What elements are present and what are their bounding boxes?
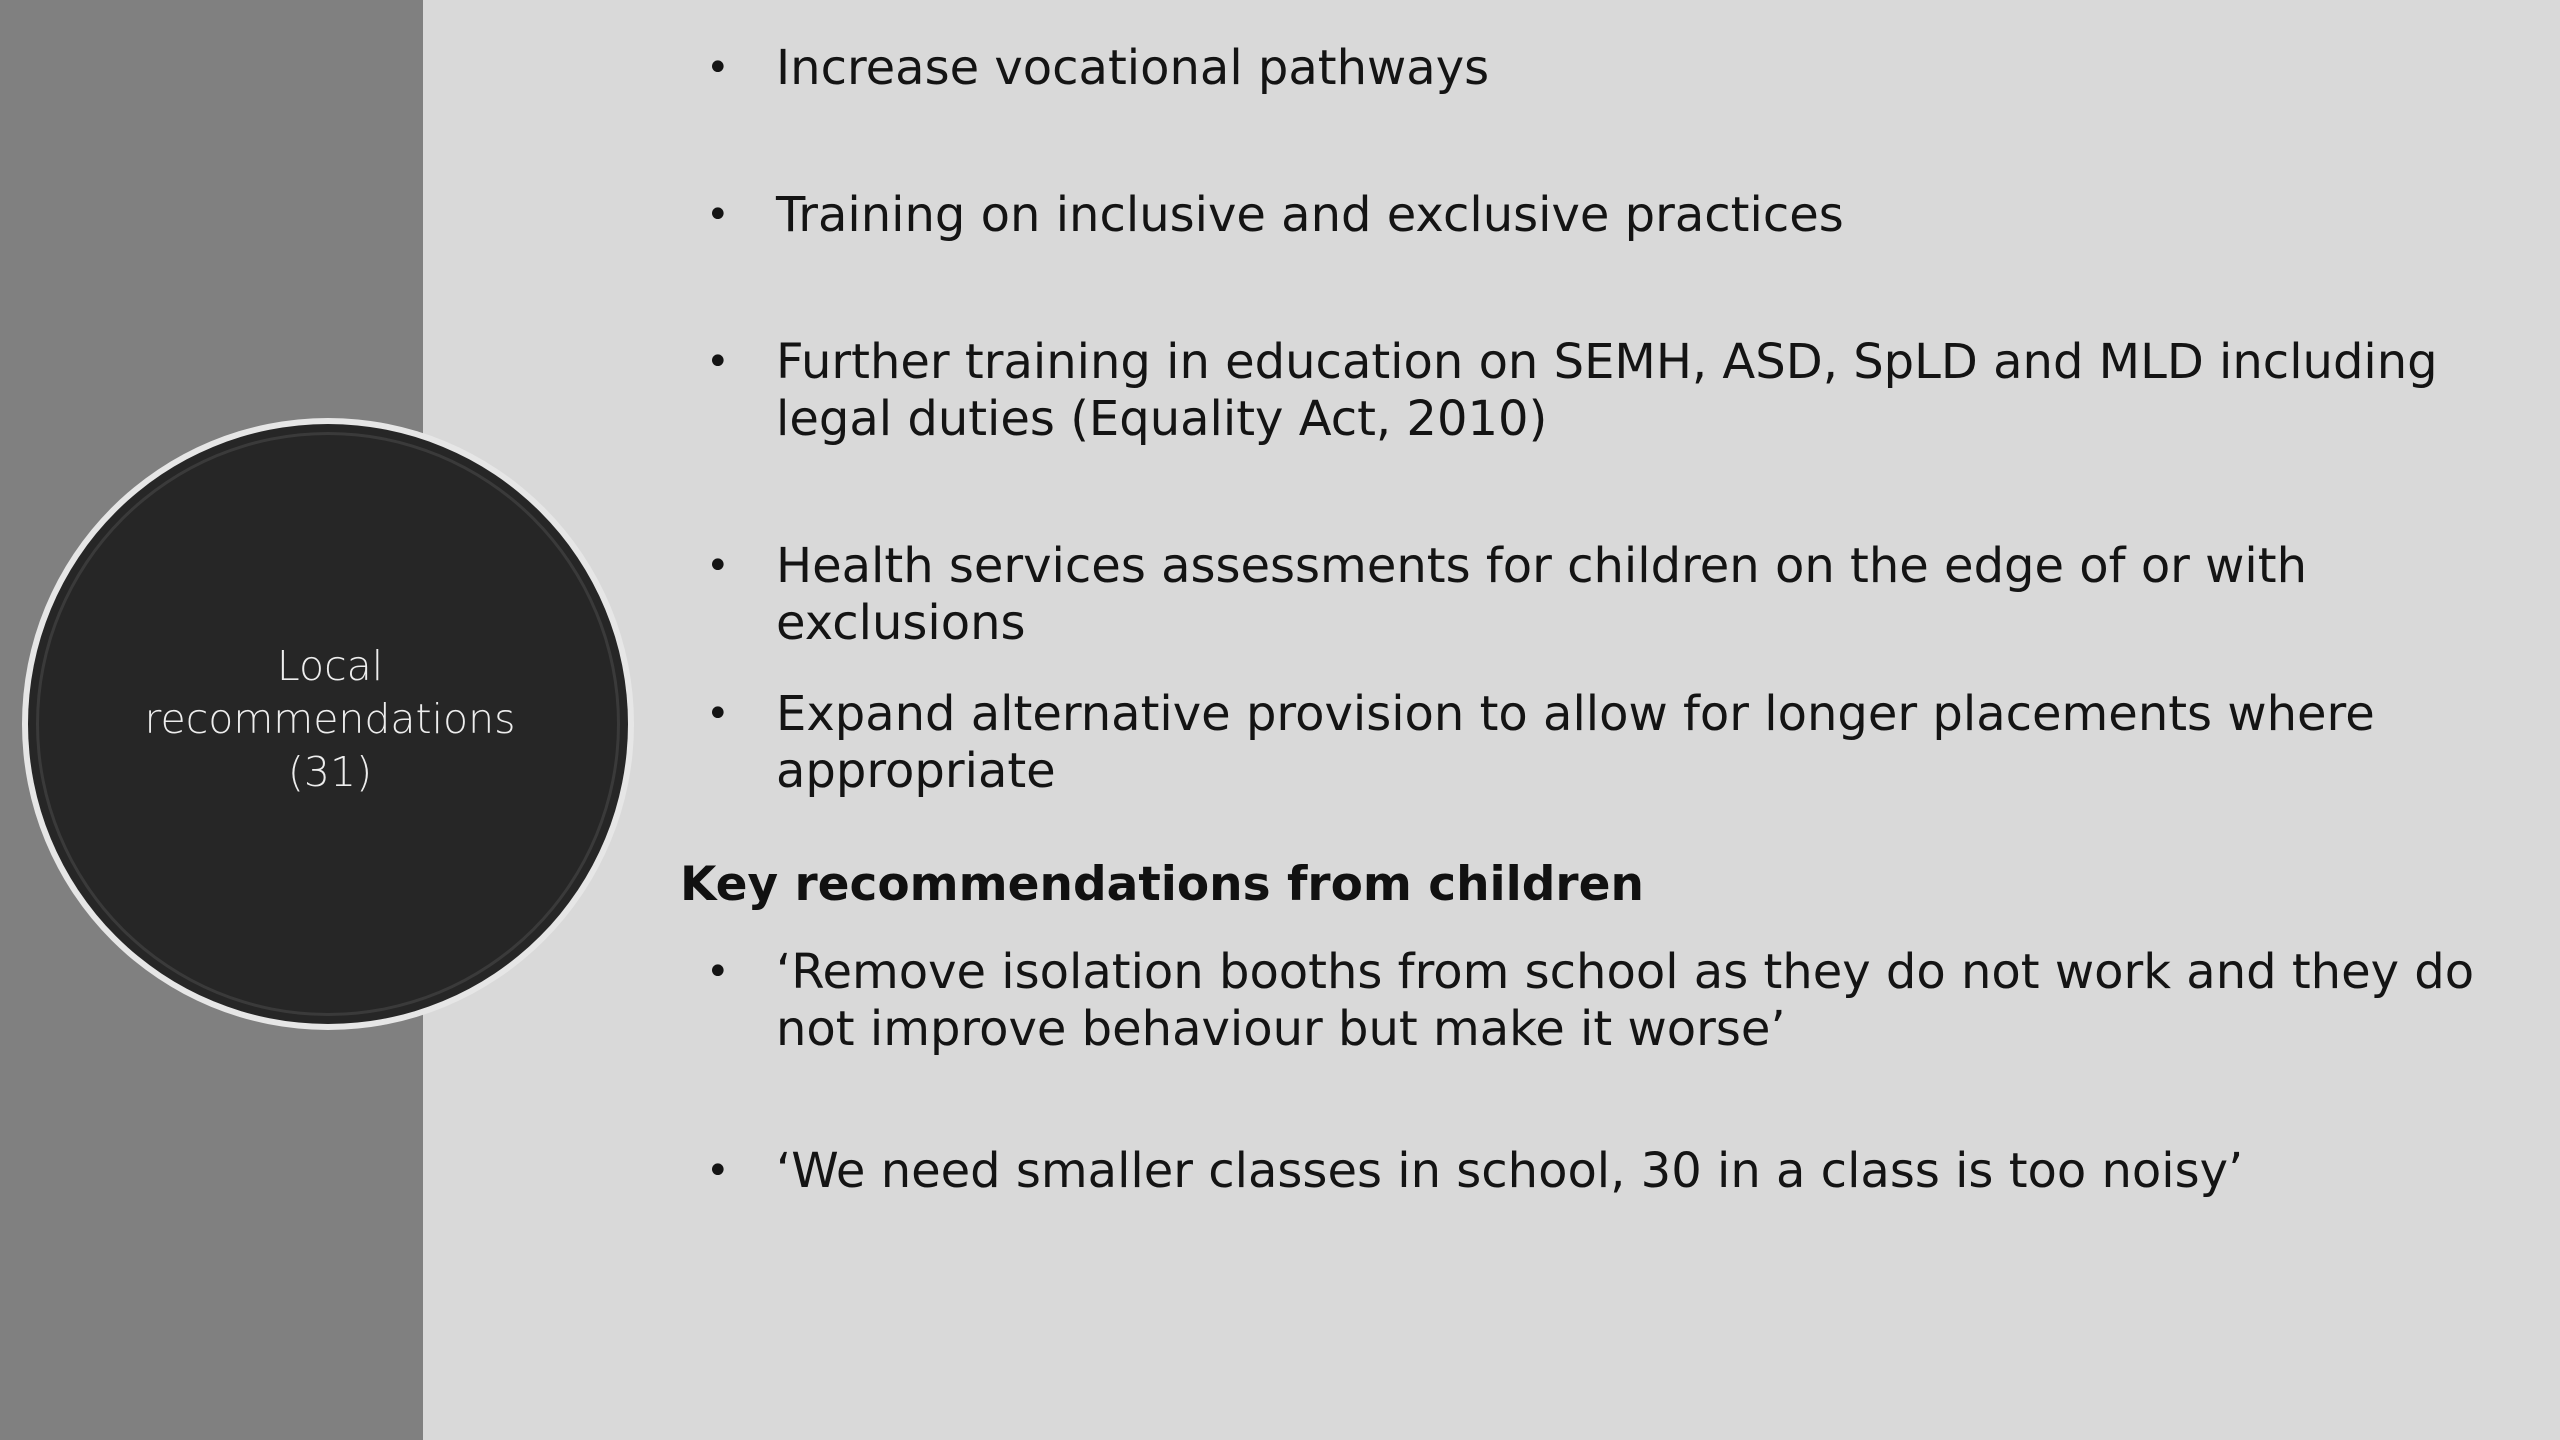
bullet-icon: • [706,691,730,737]
quote-text: ‘Remove isolation booths from school as they do not work and they do not improve behaviour but make it worse’ [776,944,2475,1057]
bullet-icon: • [706,949,730,995]
list-item-text: Health services assessments for children on the edge of or with exclusions [776,538,2308,651]
bullet-icon: • [706,1148,730,1194]
list-item-text: Increase vocational pathways [776,40,1490,96]
quote-text: ‘We need smaller classes in school, 30 in a class is too noisy’ [776,1143,2244,1199]
list-item-text: Expand alternative provision to allow for longer placements where appropriate [776,686,2375,799]
list-item [680,538,2500,652]
list-item [680,40,2500,97]
bullet-icon: • [706,543,730,589]
bullet-icon: • [706,192,730,238]
children-section-heading: Key recommendations from children [680,857,1644,912]
list-item [680,686,2500,800]
list-item-text: Training on inclusive and exclusive practices [776,187,1844,243]
section-title [100,640,560,799]
bullet-icon: • [706,339,730,385]
list-item [680,334,2500,448]
section-title-line-2: recommendations [144,695,516,743]
bullet-icon: • [706,45,730,91]
quote-item [680,944,2500,1058]
list-item-text: Further training in education on SEMH, ASD, SpLD and MLD including legal duties (Equality Act, 2010) [776,334,2438,447]
quote-item [680,1143,2500,1200]
section-title-line-1: Local [276,642,384,690]
section-title-line-3: (31) [287,748,373,796]
list-item [680,187,2500,244]
